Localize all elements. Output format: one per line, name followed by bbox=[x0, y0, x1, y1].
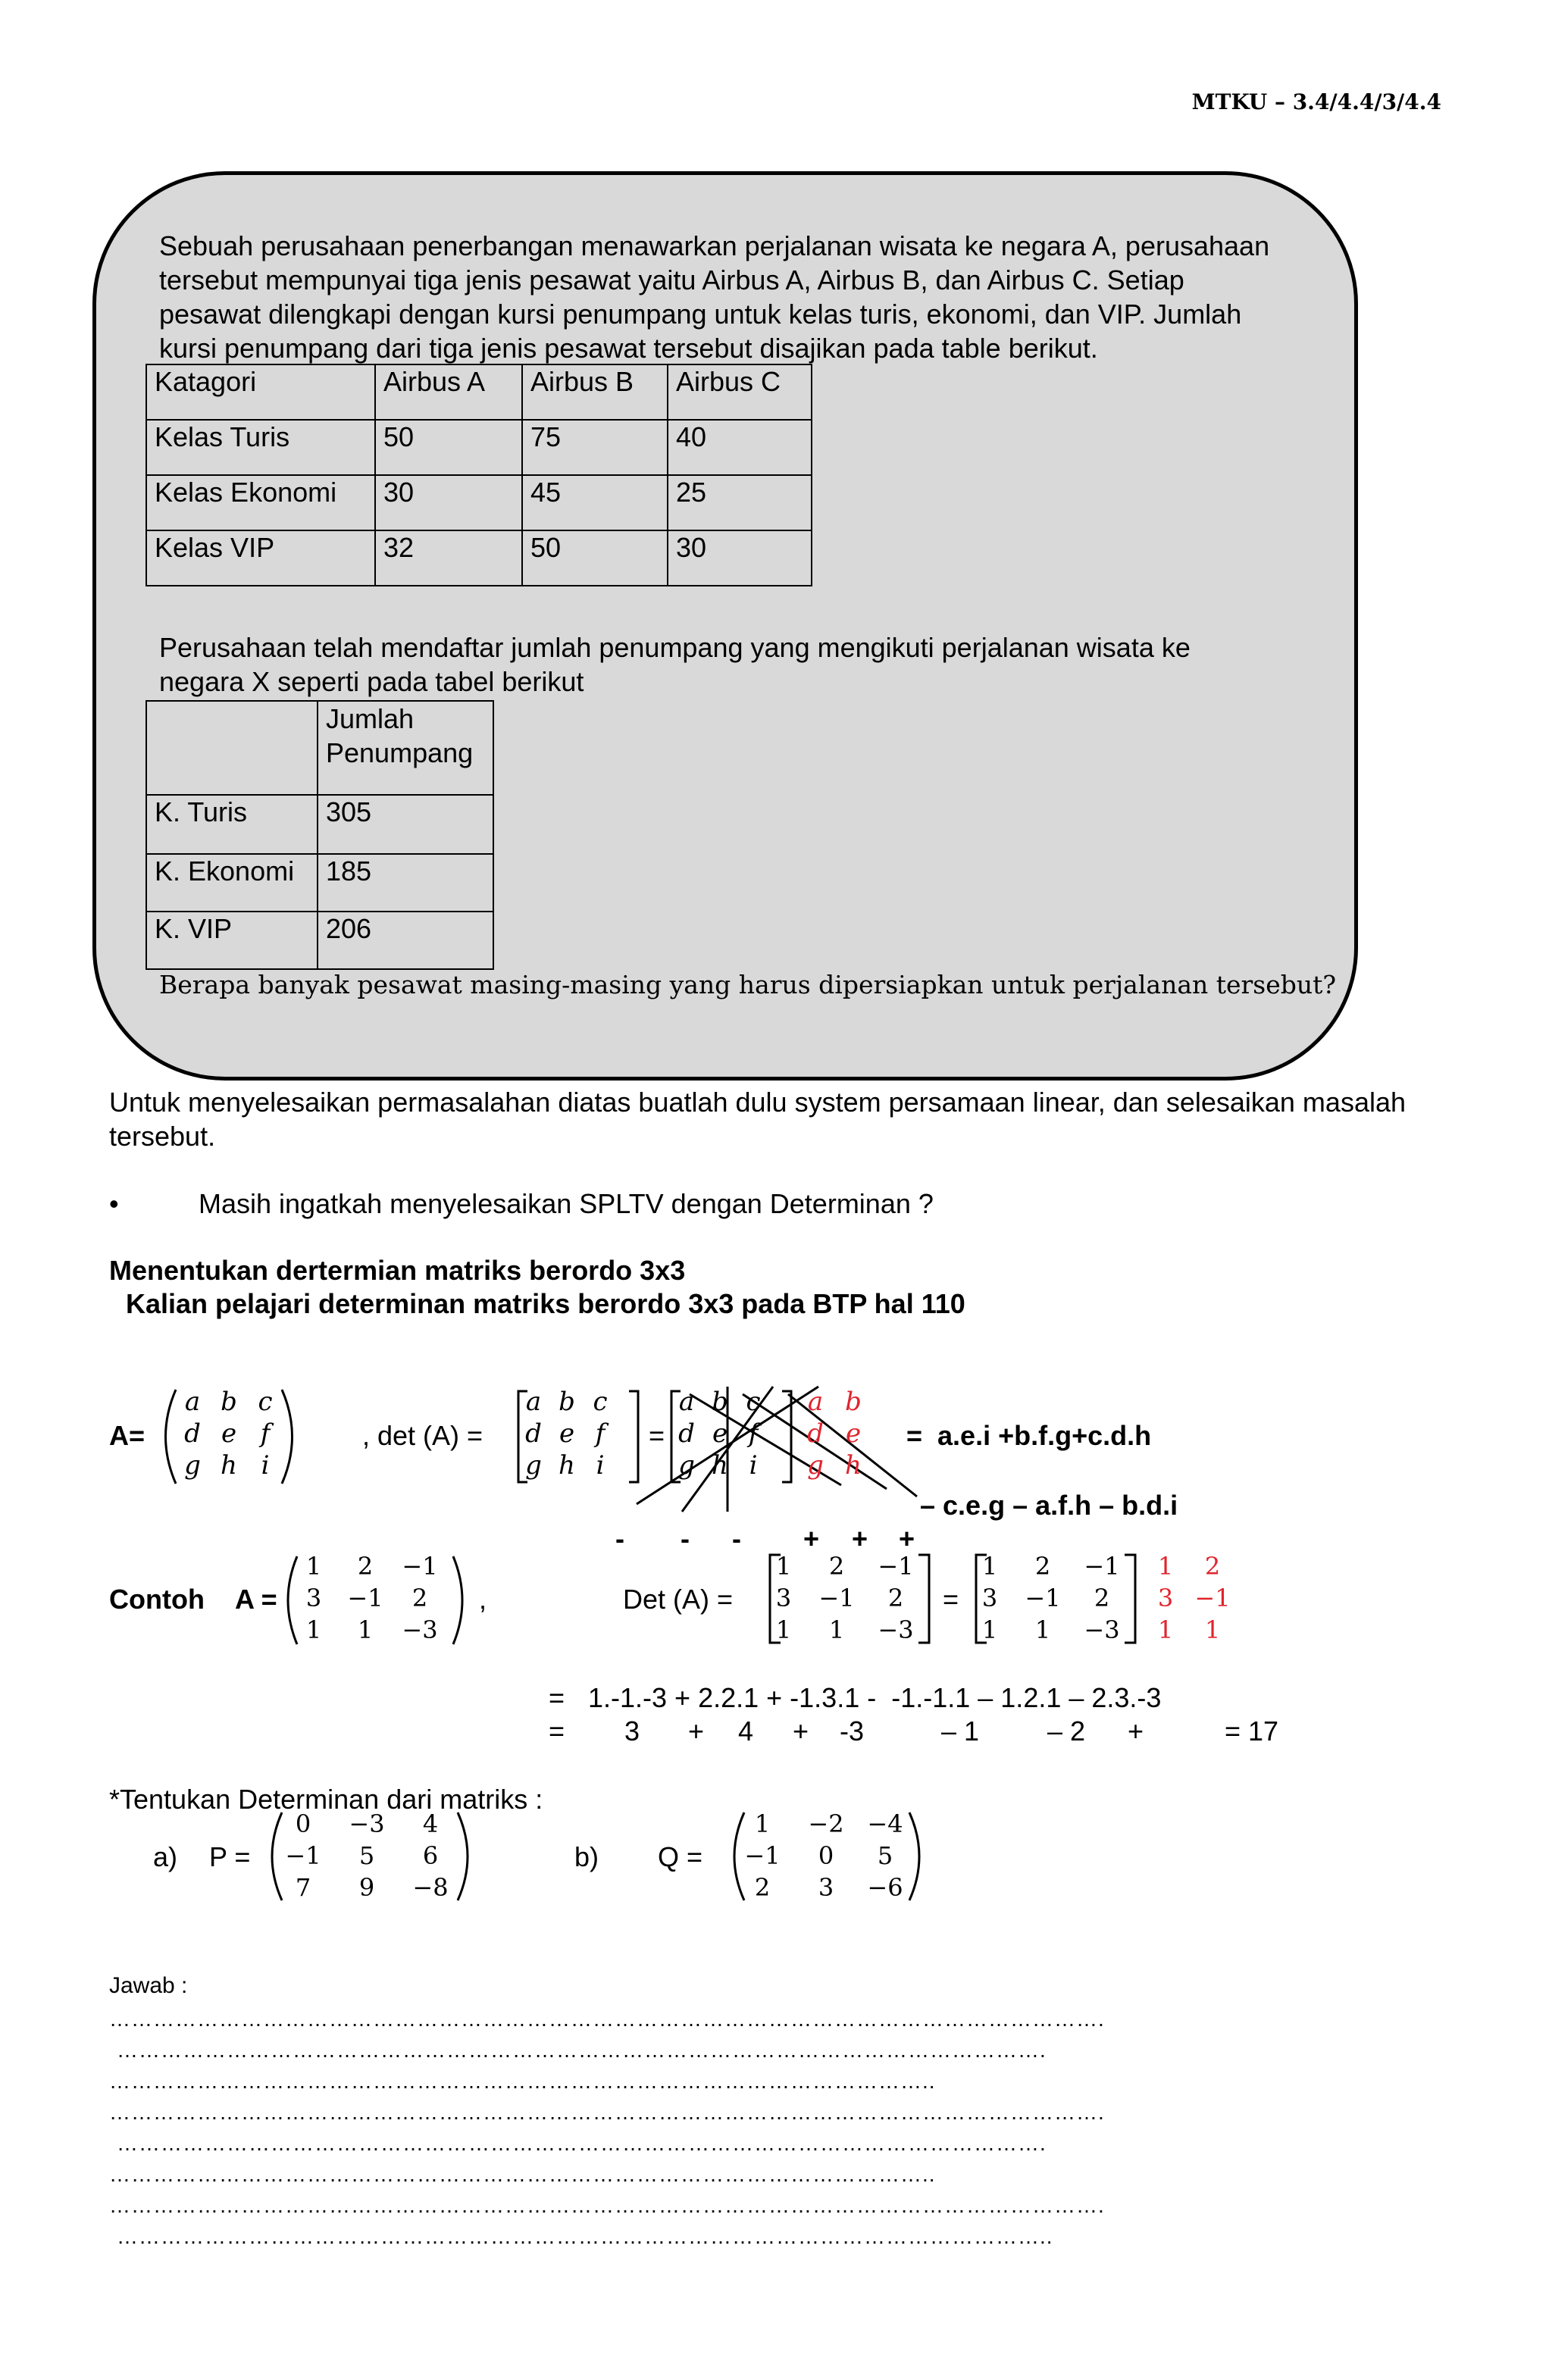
text-line: tersebut. bbox=[109, 1121, 216, 1152]
matrix-entry: 1 bbox=[754, 1809, 771, 1838]
matrix-entry: 1 bbox=[1157, 1552, 1174, 1581]
matrix-entry: −1 bbox=[1194, 1584, 1231, 1612]
example-comma: , bbox=[479, 1584, 487, 1615]
matrix-entry: −6 bbox=[867, 1873, 903, 1902]
calc-term: = 17 bbox=[1225, 1715, 1279, 1747]
matrix-entry: 2 bbox=[828, 1552, 845, 1581]
matrix-entry: −2 bbox=[808, 1809, 844, 1838]
matrix-entry: 1 bbox=[981, 1615, 998, 1644]
answer-lines bbox=[109, 2003, 1246, 2252]
table-cell: 50 bbox=[375, 420, 522, 475]
matrix-entry: −1 bbox=[744, 1841, 781, 1870]
equals-sign: = bbox=[943, 1584, 959, 1615]
example-det-matrix bbox=[771, 1552, 931, 1650]
calc-term: 4 bbox=[738, 1715, 754, 1747]
matrix-entry: −1 bbox=[1084, 1552, 1120, 1581]
matrix-entry: h bbox=[845, 1450, 862, 1481]
matrix-entry: f bbox=[595, 1418, 605, 1449]
matrix-entry: 3 bbox=[981, 1584, 998, 1612]
matrix-entry: i bbox=[749, 1450, 758, 1481]
example-det-matrix-extended bbox=[978, 1552, 1250, 1650]
matrix-entry: 1 bbox=[305, 1615, 322, 1644]
exercise-q-label: Q = bbox=[658, 1841, 703, 1872]
matrix-entry: a bbox=[807, 1387, 824, 1417]
matrix-entry: 7 bbox=[295, 1873, 311, 1902]
matrix-entry: g bbox=[525, 1450, 542, 1481]
matrix-entry: i bbox=[596, 1450, 605, 1481]
text-line: Perusahaan telah mendaftar jumlah penumpang yang mengikuti perjalanan wisata ke bbox=[159, 632, 1191, 663]
matrix-entry: −3 bbox=[402, 1615, 438, 1644]
matrix-entry: 0 bbox=[295, 1809, 311, 1838]
answer-line: ………………………………………………………………………………………………….. bbox=[109, 2163, 936, 2186]
matrix-entry: 5 bbox=[877, 1841, 893, 1870]
matrix-entry: i bbox=[261, 1450, 270, 1481]
matrix-entry: 0 bbox=[818, 1841, 834, 1870]
matrix-entry: 3 bbox=[305, 1584, 322, 1612]
table-cell: Jumlah Penumpang bbox=[318, 701, 493, 795]
table-cell: Katagori bbox=[146, 364, 375, 420]
matrix-entry: −1 bbox=[878, 1552, 914, 1581]
matrix-entry: −8 bbox=[412, 1873, 449, 1902]
matrix-entry: e bbox=[712, 1418, 728, 1449]
matrix-entry: 1 bbox=[1157, 1615, 1174, 1644]
matrix-entry: 2 bbox=[411, 1584, 428, 1612]
minus-sign: - bbox=[615, 1523, 624, 1554]
matrix-entry: 1 bbox=[981, 1552, 998, 1581]
calc-term: 3 bbox=[624, 1715, 640, 1747]
table-cell: Airbus A bbox=[375, 364, 522, 420]
det-label: , det (A) = bbox=[362, 1420, 483, 1451]
matrix-entry: g bbox=[184, 1450, 201, 1481]
matrix-entry: h bbox=[712, 1450, 728, 1481]
matrix-entry: −1 bbox=[1025, 1584, 1061, 1612]
table-cell: Airbus B bbox=[522, 364, 668, 420]
matrix-entry: −3 bbox=[878, 1615, 914, 1644]
matrix-a bbox=[174, 1387, 288, 1485]
matrix-entry: 1 bbox=[1204, 1615, 1221, 1644]
table-cell: 25 bbox=[668, 475, 812, 530]
calc-term: – 1 bbox=[941, 1715, 980, 1747]
table-cell: 185 bbox=[318, 854, 493, 912]
matrix-entry: h bbox=[559, 1450, 575, 1481]
bullet-text: Masih ingatkah menyelesaikan SPLTV dengan Determinan ? bbox=[199, 1188, 934, 1219]
answer-label: Jawab : bbox=[109, 1973, 188, 1998]
example-det-label: Det (A) = bbox=[623, 1584, 734, 1615]
matrix-entry: −1 bbox=[285, 1841, 321, 1870]
matrix-entry: b bbox=[845, 1387, 862, 1417]
matrix-entry: c bbox=[746, 1387, 761, 1417]
exercise-title: *Tentukan Determinan dari matriks : bbox=[109, 1784, 543, 1815]
exercise-p-label: P = bbox=[209, 1841, 251, 1872]
matrix-entry: 3 bbox=[818, 1873, 834, 1902]
answer-line: ………………………………………………………………………………………………………………………. bbox=[109, 2194, 1105, 2217]
paren-right bbox=[453, 1556, 462, 1644]
calc-term: + bbox=[688, 1715, 705, 1747]
matrix-entry: 1 bbox=[357, 1615, 374, 1644]
equals-sign: = bbox=[649, 1420, 665, 1451]
matrix-entry: f bbox=[260, 1418, 271, 1449]
matrix-entry: 4 bbox=[422, 1809, 439, 1838]
table-cell: 206 bbox=[318, 912, 493, 969]
matrix-entry: d bbox=[678, 1418, 695, 1449]
text-line: kursi penumpang dari tiga jenis pesawat tersebut disajikan pada table berikut. bbox=[159, 333, 1098, 364]
matrix-entry: e bbox=[559, 1418, 575, 1449]
matrix-entry: e bbox=[221, 1418, 237, 1449]
table-cell: K. VIP bbox=[146, 912, 318, 969]
matrix-entry: a bbox=[678, 1387, 695, 1417]
example-a-label: A = bbox=[235, 1584, 277, 1615]
plus-sign: + bbox=[899, 1523, 915, 1554]
matrix-entry: 1 bbox=[1034, 1615, 1051, 1644]
matrix-entry: h bbox=[221, 1450, 237, 1481]
table-cell: Kelas VIP bbox=[146, 530, 375, 586]
minus-sign: - bbox=[732, 1523, 741, 1554]
matrix-entry: 2 bbox=[754, 1873, 771, 1902]
calc-eq-2: = bbox=[549, 1715, 565, 1747]
formula-result-2: – c.e.g – a.f.h – b.d.i bbox=[920, 1490, 1178, 1521]
matrix-entry: 6 bbox=[422, 1841, 439, 1870]
matrix-entry: 2 bbox=[1094, 1584, 1110, 1612]
matrix-entry: g bbox=[678, 1450, 695, 1481]
matrix-entry: 2 bbox=[1034, 1552, 1051, 1581]
matrix-entry: 1 bbox=[828, 1615, 845, 1644]
matrix-entry: −1 bbox=[818, 1584, 855, 1612]
table-cell: 305 bbox=[318, 795, 493, 854]
formula-result-1: = a.e.i +b.f.g+c.d.h bbox=[906, 1420, 1152, 1451]
table-cell: Airbus C bbox=[668, 364, 812, 420]
answer-line: ………………………………………………………………………………………………………………. bbox=[117, 2038, 1047, 2062]
minus-sign: - bbox=[681, 1523, 690, 1554]
matrix-entry: d bbox=[184, 1418, 201, 1449]
paren-right bbox=[458, 1812, 468, 1900]
matrix-entry: a bbox=[184, 1387, 201, 1417]
matrix-entry: c bbox=[593, 1387, 608, 1417]
matrix-entry: a bbox=[525, 1387, 542, 1417]
matrix-entry: 2 bbox=[357, 1552, 374, 1581]
matrix-entry: 1 bbox=[775, 1552, 792, 1581]
matrix-q bbox=[741, 1809, 915, 1908]
calc-line-1: 1.-1.-3 + 2.2.1 + -1.3.1 - -1.-1.1 – 1.2.1 – 2.3.-3 bbox=[588, 1682, 1162, 1713]
matrix-p bbox=[283, 1809, 458, 1908]
answer-line: ………………………………………………………………………………………………………………………. bbox=[109, 2100, 1105, 2124]
example-label: Contoh bbox=[109, 1584, 205, 1615]
matrix-entry: d bbox=[807, 1418, 824, 1449]
matrix-entry: 3 bbox=[1157, 1584, 1174, 1612]
calc-term: + bbox=[793, 1715, 809, 1747]
table-cell: 75 bbox=[522, 420, 668, 475]
matrix-entry: 9 bbox=[358, 1873, 375, 1902]
calc-term: -3 bbox=[840, 1715, 865, 1747]
example-matrix bbox=[294, 1552, 453, 1650]
det-matrix bbox=[520, 1387, 634, 1485]
table-cell: 45 bbox=[522, 475, 668, 530]
text-line: Untuk menyelesaikan permasalahan diatas buatlah dulu system persamaan linear, dan selesaikan masalah bbox=[109, 1087, 1406, 1118]
table-cell: K. Turis bbox=[146, 795, 318, 854]
plus-sign: + bbox=[803, 1523, 820, 1554]
matrix-entry: b bbox=[221, 1387, 237, 1417]
matrix-entry: −3 bbox=[349, 1809, 385, 1838]
matrix-entry: 1 bbox=[305, 1552, 322, 1581]
table-cell: 30 bbox=[375, 475, 522, 530]
plus-sign: + bbox=[852, 1523, 868, 1554]
table-cell: Kelas Turis bbox=[146, 420, 375, 475]
matrix-entry: 1 bbox=[775, 1615, 792, 1644]
table-cell: 32 bbox=[375, 530, 522, 586]
table-cell: 40 bbox=[668, 420, 812, 475]
matrix-entry: 5 bbox=[358, 1841, 375, 1870]
document-code: MTKU – 3.4/4.4/3/4.4 bbox=[1191, 89, 1441, 114]
matrix-entry: b bbox=[559, 1387, 575, 1417]
matrix-entry: −3 bbox=[1084, 1615, 1120, 1644]
section-title: Menentukan dertermian matriks berordo 3x3 bbox=[109, 1255, 686, 1286]
matrix-entry: −1 bbox=[402, 1552, 438, 1581]
matrix-entry: e bbox=[845, 1418, 862, 1449]
matrix-entry: −1 bbox=[347, 1584, 383, 1612]
matrix-entry: b bbox=[712, 1387, 728, 1417]
table-cell: 50 bbox=[522, 530, 668, 586]
exercise-b-label: b) bbox=[574, 1841, 599, 1872]
matrix-entry: c bbox=[258, 1387, 273, 1417]
answer-line: ………………………………………………………………………………………………………………………. bbox=[109, 2007, 1105, 2031]
det-matrix-extended bbox=[673, 1387, 885, 1485]
matrix-entry: 3 bbox=[775, 1584, 792, 1612]
text-line: tersebut mempunyai tiga jenis pesawat yaitu Airbus A, Airbus B, dan Airbus C. Setiap bbox=[159, 264, 1184, 296]
answer-line: ……………………………………………………………………………………………………………….. bbox=[117, 2225, 1053, 2248]
problem-question: Berapa banyak pesawat masing-masing yang harus dipersiapkan untuk perjalanan tersebut? bbox=[159, 970, 1337, 999]
text-line: negara X seperti pada tabel berikut bbox=[159, 666, 584, 697]
matrix-a-label: A= bbox=[109, 1420, 146, 1451]
bullet-symbol: • bbox=[109, 1188, 119, 1219]
table-cell: Kelas Ekonomi bbox=[146, 475, 375, 530]
section-subtitle: Kalian pelajari determinan matriks berordo 3x3 pada BTP hal 110 bbox=[126, 1288, 965, 1319]
table-cell: K. Ekonomi bbox=[146, 854, 318, 912]
matrix-entry: g bbox=[807, 1450, 824, 1481]
matrix-entry: −4 bbox=[867, 1809, 903, 1838]
calc-term: + bbox=[1128, 1715, 1144, 1747]
answer-line: ………………………………………………………………………………………………………………. bbox=[117, 2131, 1047, 2155]
text-line: Sebuah perusahaan penerbangan menawarkan perjalanan wisata ke negara A, perusahaan bbox=[159, 230, 1270, 261]
matrix-entry: d bbox=[525, 1418, 542, 1449]
text-line: pesawat dilengkapi dengan kursi penumpang untuk kelas turis, ekonomi, dan VIP. Jumlah bbox=[159, 299, 1242, 330]
matrix-entry: 2 bbox=[887, 1584, 904, 1612]
matrix-entry: f bbox=[748, 1418, 759, 1449]
table-cell: 30 bbox=[668, 530, 812, 586]
exercise-a-label: a) bbox=[153, 1841, 178, 1872]
matrix-entry: 2 bbox=[1204, 1552, 1221, 1581]
calc-term: – 2 bbox=[1047, 1715, 1086, 1747]
calc-eq-1: = bbox=[549, 1682, 565, 1713]
answer-line: ………………………………………………………………………………………………….. bbox=[109, 2069, 936, 2093]
